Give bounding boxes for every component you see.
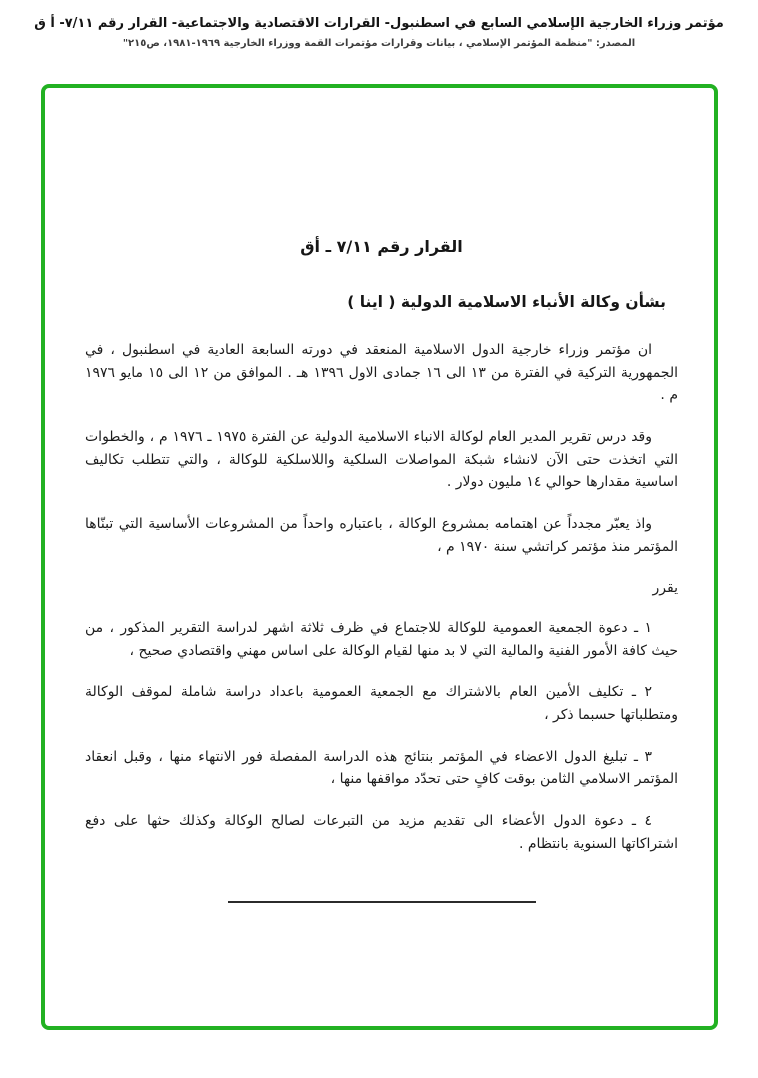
document-header: [0, 0, 758, 49]
clause-1: ١ ـ دعوة الجمعية العمومية للوكالة للاجتماع في ظرف ثلاثة اشهر لدراسة التقرير المذكور ، من حيث كافة الأمور الفنية والمالية التي لا بد منها لقيام الوكالة على اساس مهني واقتصادي صحيح ،: [85, 620, 678, 659]
resolution-subtitle: بشأن وكالة الأنباء الاسلامية الدولية ( اينا ): [347, 292, 666, 311]
header-title: مؤتمر وزراء الخارجية الإسلامي السابع في اسطنبول- القرارات الاقتصادية والاجتماعية- القرار رقم ٧/١١- أ ق: [34, 16, 724, 31]
paragraph-report-study: وقد درس تقرير المدير العام لوكالة الانباء الاسلامية الدولية عن الفترة ١٩٧٥ ـ ١٩٧٦ م ، والخطوات التي اتخذت حتى الآن لانشاء شبكة المواصلات السلكية واللاسلكية للوكالة ، والتي تتطلب تكاليف اساسية مقدارها حوالي ١٤ مليون دولار .: [85, 429, 678, 491]
header-source: المصدر: "منظمة المؤتمر الإسلامي ، بيانات وقرارات مؤتمرات القمة ووزراء الخارجية ١٩٦٩-١٩٨١، ص٢١٥": [122, 38, 636, 49]
resolution-body: [45, 88, 714, 903]
resolution-title: القرار رقم ٧/١١ ـ أق: [300, 237, 463, 256]
clause-2: ٢ ـ تكليف الأمين العام بالاشتراك مع الجمعية العمومية باعداد دراسة شاملة لموقف الوكالة ومتطلباتها حسبما ذكر ،: [85, 684, 678, 724]
clause-3: ٣ ـ تبليغ الدول الاعضاء في المؤتمر بنتائج هذه الدراسة المفصلة فور الانتهاء منها ، وقبل انعقاد المؤتمر الاسلامي الثامن بوقت كافٍ حتى تحدّد مواقفها منها ،: [85, 748, 678, 788]
end-divider: [228, 901, 536, 903]
decree-label: يقرر: [652, 580, 678, 597]
paragraph-renewed-interest: واذ يعبّر مجدداً عن اهتمامه بمشروع الوكالة ، باعتباره واحداً من المشروعات الأساسية التي تبنّاها المؤتمر منذ مؤتمر كراتشي سنة ١٩٧٠ م ،: [85, 516, 678, 555]
paragraph-preamble: ان مؤتمر وزراء خارجية الدول الاسلامية المنعقد في دورته السابعة العادية في اسطنبول ، في الجمهورية التركية في الفترة من ١٣ الى ١٦ جمادى الاول ١٣٩٦ هـ . الموافق من ١٢ الى ١٥ مايو ١٩٧٦ م .: [85, 342, 679, 404]
scanned-page-frame: [41, 84, 718, 1030]
clause-4: ٤ ـ دعوة الدول الأعضاء الى تقديم مزيد من التبرعات لصالح الوكالة وكذلك حثها على دفع اشتراكاتها السنوية بانتظام .: [85, 813, 678, 852]
